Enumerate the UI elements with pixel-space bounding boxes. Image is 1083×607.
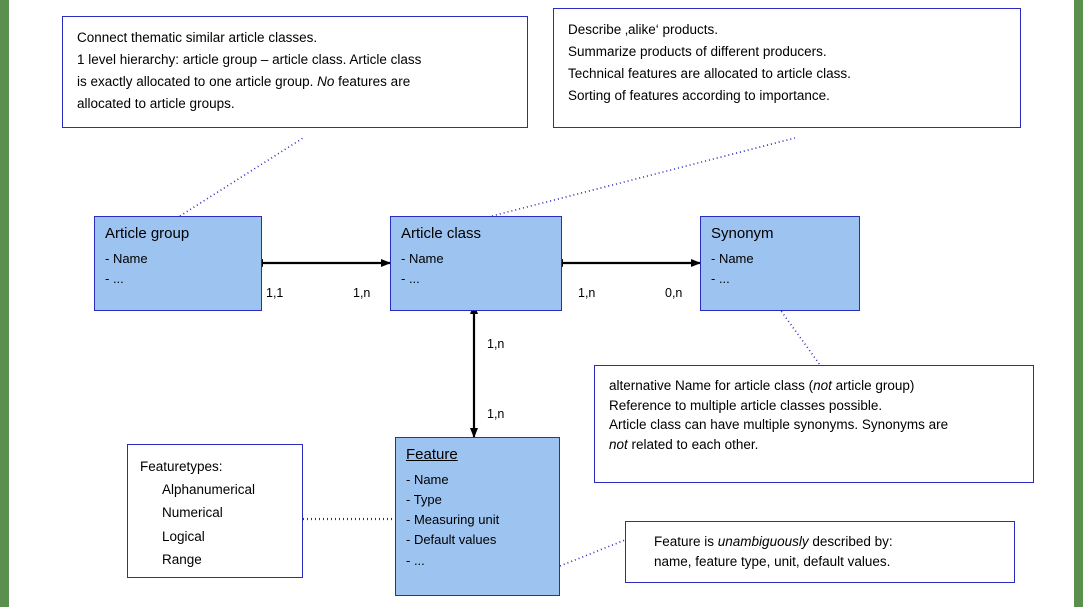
featuretypes-heading: Featuretypes: [140,459,223,474]
entity-article-group[interactable] [94,216,262,311]
featuretypes-item-1: Numerical [162,505,223,521]
entity-synonym-attr-0: - Name [711,251,754,266]
entity-feature-attr-4: - ... [406,552,425,568]
note-synonym-line-4: not related to each other. [609,436,759,452]
entity-article-class-attr-0: - Name [401,251,444,266]
cardinality-class-feature-bottom: 1,n [487,407,505,421]
entity-feature-title: Feature [406,446,458,463]
note-article-group-line-4: allocated to article groups. [77,95,235,111]
entity-feature-attr-0: - Name [406,472,449,487]
cardinality-group-class-left: 1,1 [266,286,284,300]
entity-article-group-attr-1: - ... [105,271,124,287]
box-featuretypes [127,444,303,578]
entity-article-class[interactable] [390,216,562,311]
note-feature [625,521,1015,583]
entity-feature[interactable] [395,437,560,596]
note-feature-line-2: name, feature type, unit, default values. [654,554,891,570]
note-article-group [62,16,528,128]
entity-article-group-attr-0: - Name [105,251,148,266]
featuretypes-item-2: Logical [162,528,205,544]
entity-article-group-title: Article group [105,225,190,242]
note-article-group-line-3: is exactly allocated to one article group. No features are [77,73,411,89]
note-article-class-line-2: Summarize products of different producers. [568,43,827,59]
entity-feature-attr-1: - Type [406,492,442,508]
entity-feature-attr-2: - Measuring unit [406,512,500,528]
note-article-group-line-1: Connect thematic similar article classes. [77,30,318,45]
entity-article-class-attr-1: - ... [401,271,420,287]
cardinality-group-class-right: 1,n [353,286,371,300]
note-article-class-line-4: Sorting of features according to importance. [568,87,830,103]
entity-feature-attr-3: - Default values [406,532,497,548]
right-edge-strip [1074,0,1083,607]
note-synonym-line-3: Article class can have multiple synonyms. Synonyms are [609,417,949,433]
featuretypes-item-3: Range [162,551,202,567]
left-edge-strip [0,0,9,607]
entity-article-class-title: Article class [401,225,482,242]
entity-synonym[interactable] [700,216,860,311]
note-article-group-line-2: 1 level hierarchy: article group – article class. Article class [77,51,422,67]
note-synonym-line-1: alternative Name for article class (not article group) [609,378,915,393]
entity-synonym-title: Synonym [711,225,774,242]
cardinality-class-synonym-right: 0,n [665,286,683,300]
note-article-class-line-3: Technical features are allocated to article class. [568,65,851,81]
note-article-class-line-1: Describe ‚alike‘ products. [568,22,719,37]
cardinality-class-feature-top: 1,n [487,337,505,351]
note-article-class [553,8,1021,128]
featuretypes-item-0: Alphanumerical [162,482,256,498]
note-feature-line-1: Feature is unambiguously described by: [654,534,893,549]
entity-synonym-attr-1: - ... [711,271,730,287]
note-synonym [594,365,1034,483]
cardinality-class-synonym-left: 1,n [578,286,596,300]
note-synonym-line-2: Reference to multiple article classes possible. [609,397,883,413]
